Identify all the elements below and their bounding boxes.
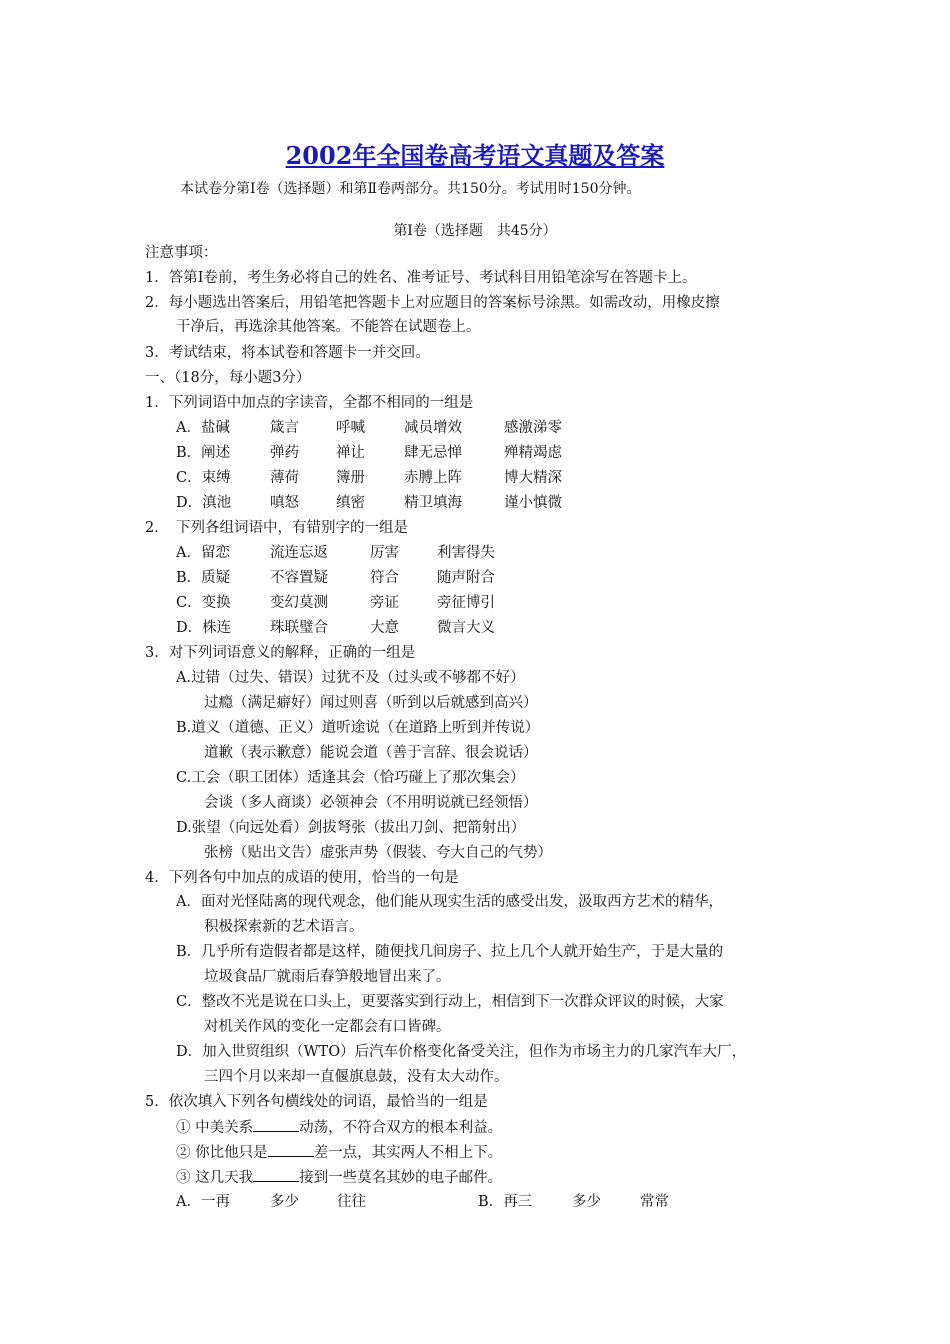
q1-word: 呼喊	[336, 420, 365, 436]
q5-sentence	[176, 1142, 502, 1163]
q4-line: 对机关作风的变化一定都会有口皆碑。	[204, 1019, 451, 1035]
q2-stem: 2． 下列各组词语中，有错别字的一组是	[145, 520, 408, 536]
q5-word: 多少	[270, 1194, 299, 1210]
q3-line: 会谈（多人商谈）必领神会（不用明说就已经领悟）	[204, 795, 538, 811]
q5-sentence-before: ② 你比他只是	[176, 1145, 268, 1161]
q1-option: D．滇池	[176, 495, 232, 511]
q2-word: 微言大义	[437, 620, 495, 636]
q2-option: C．变换	[176, 595, 231, 611]
exam-intro: 本试卷分第Ⅰ卷（选择题）和第Ⅱ卷两部分。共150分。考试用时150分钟。	[180, 181, 641, 197]
q5-sentence-before: ① 中美关系	[176, 1120, 254, 1136]
q1-word: 殚精竭虑	[504, 445, 562, 461]
q1-word: 精卫填海	[404, 495, 462, 511]
q1-word: 减员增效	[404, 420, 462, 436]
q1-option: C．束缚	[176, 470, 231, 486]
q4-line: C．整改不光是说在口头上，更要落实到行动上，相信到下一次群众评议的时候，大家	[176, 994, 724, 1010]
q2-option: A．留恋	[176, 545, 230, 561]
q2-word: 变幻莫测	[270, 595, 328, 611]
q5-option: A．一再	[176, 1194, 230, 1210]
q3-line: D.张望（向远处看）剑拔弩张（拔出刀剑、把箭射出）	[176, 820, 526, 836]
q1-word: 肆无忌惮	[404, 445, 462, 461]
q2-word: 不容置疑	[270, 570, 328, 586]
note-item: 1．答第Ⅰ卷前，考生务必将自己的姓名、准考证号、考试科目用铅笔涂写在答题卡上。	[145, 270, 697, 286]
page-title[interactable]: 2002年全国卷高考语文真题及答案	[285, 141, 665, 170]
q3-line: A.过错（过失、错误）过犹不及（过头或不够都不好）	[176, 670, 525, 686]
note-item-continued: 干净后，再选涂其他答案。不能答在试题卷上。	[176, 319, 481, 335]
q3-stem: 3．对下列词语意义的解释，正确的一组是	[145, 645, 416, 661]
q4-line: 三四个月以来却一直偃旗息鼓，没有太大动作。	[204, 1069, 509, 1085]
fill-blank[interactable]	[253, 1167, 299, 1182]
q2-word: 旁征博引	[437, 595, 495, 611]
note-item: 2．每小题选出答案后，用铅笔把答题卡上对应题目的答案标号涂黑。如需改动，用橡皮擦	[145, 295, 720, 311]
notes-heading: 注意事项：	[145, 245, 218, 261]
q1-option: B．阐述	[176, 445, 231, 461]
note-item: 3．考试结束，将本试卷和答题卡一并交回。	[145, 345, 430, 361]
q1-word: 谨小慎微	[504, 495, 562, 511]
q5-sentence	[176, 1117, 502, 1138]
q5-option: B．再三	[478, 1194, 533, 1210]
q4-line: 积极探索新的艺术语言。	[204, 919, 364, 935]
q2-word: 旁证	[370, 595, 399, 611]
q1-word: 簿册	[336, 470, 365, 486]
section1-heading: 一、（18分，每小题3分）	[145, 370, 311, 386]
q5-sentence	[176, 1167, 502, 1188]
q1-word: 弹药	[270, 445, 299, 461]
q2-word: 随声附合	[437, 570, 495, 586]
q5-sentence-before: ③ 这几天我	[176, 1170, 254, 1186]
q1-word: 箴言	[270, 420, 299, 436]
q2-word: 大意	[370, 620, 399, 636]
q2-word: 利害得失	[437, 545, 495, 561]
q2-word: 流连忘返	[270, 545, 328, 561]
q5-word: 往往	[337, 1194, 366, 1210]
q2-option: B．质疑	[176, 570, 231, 586]
q2-word: 珠联璧合	[270, 620, 328, 636]
q1-word: 薄荷	[270, 470, 299, 486]
q3-line: 张榜（贴出文告）虚张声势（假装、夸大自己的气势）	[204, 845, 552, 861]
q3-line: 道歉（表示歉意）能说会道（善于言辞、很会说话）	[204, 745, 538, 761]
q1-stem: 1．下列词语中加点的字读音，全都不相同的一组是	[145, 395, 474, 411]
q5-stem: 5．依次填入下列各句横线处的词语，最恰当的一组是	[145, 1094, 488, 1110]
q4-line: D．加入世贸组织（WTO）后汽车价格变化备受关注，但作为市场主力的几家汽车大厂，	[176, 1044, 747, 1060]
fill-blank[interactable]	[268, 1142, 314, 1157]
q2-word: 厉害	[370, 545, 399, 561]
q5-sentence-after: 差一点，其实两人不相上下。	[313, 1145, 503, 1161]
q1-word: 禅让	[336, 445, 365, 461]
q1-word: 缜密	[336, 495, 365, 511]
q1-option: A．盐碱	[176, 420, 230, 436]
q4-line: A．面对光怪陆离的现代观念，他们能从现实生活的感受出发，汲取西方艺术的精华，	[176, 894, 723, 910]
q1-word: 博大精深	[504, 470, 562, 486]
q3-line: 过瘾（满足癖好）闻过则喜（听到以后就感到高兴）	[204, 695, 538, 711]
q1-word: 嗔怒	[270, 495, 299, 511]
part1-heading: 第Ⅰ卷（选择题 共45分）	[393, 223, 557, 239]
q4-stem: 4．下列各句中加点的成语的使用，恰当的一句是	[145, 870, 459, 886]
q2-option: D．株连	[176, 620, 232, 636]
q3-line: B.道义（道德、正义）道听途说（在道路上听到并传说）	[176, 720, 540, 736]
q5-word: 多少	[572, 1194, 601, 1210]
q5-sentence-after: 接到一些莫名其妙的电子邮件。	[299, 1170, 503, 1186]
q2-word: 符合	[370, 570, 399, 586]
fill-blank[interactable]	[253, 1117, 299, 1132]
q5-word: 常常	[640, 1194, 669, 1210]
q4-line: B．几乎所有造假者都是这样，随便找几间房子、拉上几个人就开始生产，于是大量的	[176, 944, 724, 960]
q1-word: 感激涕零	[504, 420, 562, 436]
q4-line: 垃圾食品厂就雨后春笋般地冒出来了。	[204, 969, 451, 985]
q3-line: C.工会（职工团体）适逢其会（恰巧碰上了那次集会）	[176, 770, 525, 786]
q5-sentence-after: 动荡，不符合双方的根本利益。	[299, 1120, 503, 1136]
q1-word: 赤膊上阵	[404, 470, 462, 486]
